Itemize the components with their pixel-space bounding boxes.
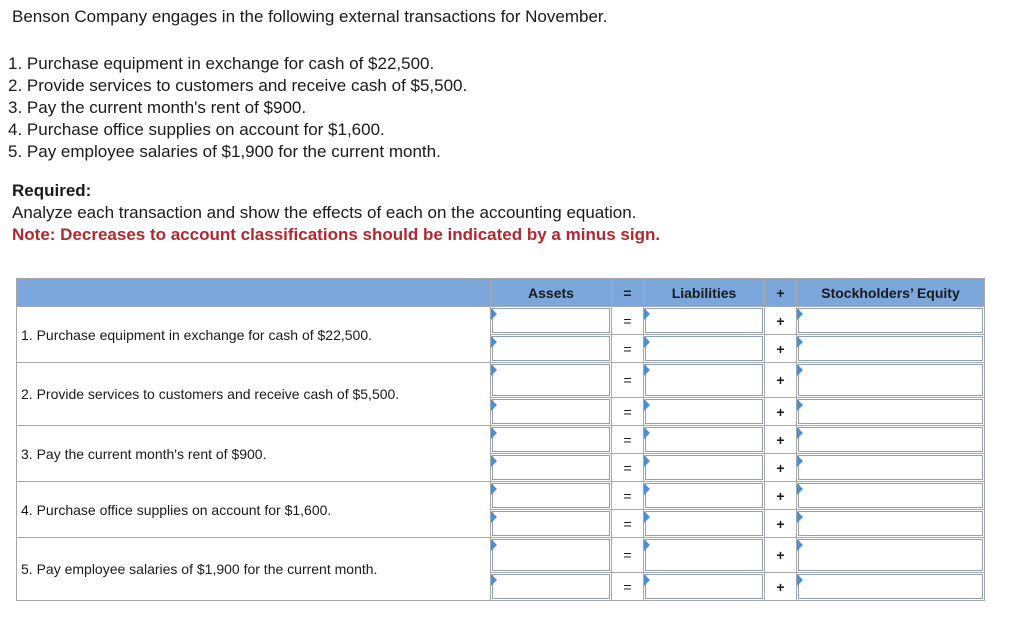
cell-flag-icon bbox=[797, 539, 803, 551]
assets-input-field[interactable] bbox=[492, 427, 610, 452]
table-row bbox=[17, 538, 985, 573]
cell-flag-icon bbox=[491, 539, 497, 551]
assets-input-field[interactable] bbox=[492, 308, 610, 333]
stockholders-equity-input-field[interactable] bbox=[798, 511, 983, 536]
liabilities-input-field[interactable] bbox=[645, 539, 763, 571]
transaction-description: 3. Pay the current month's rent of $900. bbox=[17, 426, 491, 482]
transaction-item: 4. Purchase office supplies on account for $1,600. bbox=[8, 120, 385, 139]
stockholders-equity-input-field[interactable] bbox=[798, 539, 983, 571]
liabilities-input[interactable] bbox=[644, 454, 765, 482]
plus-sign: + bbox=[765, 335, 797, 363]
transaction-item: 5. Pay employee salaries of $1,900 for the current month. bbox=[8, 142, 441, 161]
plus-sign: + bbox=[765, 307, 797, 335]
liabilities-input[interactable] bbox=[644, 573, 765, 601]
stockholders-equity-input-field[interactable] bbox=[798, 364, 983, 396]
stockholders-equity-input[interactable] bbox=[797, 510, 985, 538]
cell-flag-icon bbox=[797, 308, 803, 320]
equals-sign: = bbox=[612, 538, 644, 573]
table-row bbox=[17, 426, 985, 454]
liabilities-input-field[interactable] bbox=[645, 483, 763, 508]
stockholders-equity-input-field[interactable] bbox=[798, 455, 983, 480]
liabilities-input[interactable] bbox=[644, 538, 765, 573]
assets-input[interactable] bbox=[491, 538, 612, 573]
cell-flag-icon bbox=[797, 364, 803, 376]
liabilities-input-field[interactable] bbox=[645, 427, 763, 452]
header-plus: + bbox=[765, 279, 797, 307]
plus-sign: + bbox=[765, 398, 797, 426]
liabilities-input-field[interactable] bbox=[645, 511, 763, 536]
liabilities-input-field[interactable] bbox=[645, 364, 763, 396]
cell-flag-icon bbox=[491, 308, 497, 320]
equals-sign: = bbox=[612, 482, 644, 510]
table-header-row bbox=[17, 279, 985, 307]
equals-sign: = bbox=[612, 426, 644, 454]
transaction-description: 2. Provide services to customers and receive cash of $5,500. bbox=[17, 363, 491, 426]
equals-sign: = bbox=[612, 398, 644, 426]
liabilities-input[interactable] bbox=[644, 426, 765, 454]
equals-sign: = bbox=[612, 510, 644, 538]
cell-flag-icon bbox=[644, 574, 650, 586]
stockholders-equity-input[interactable] bbox=[797, 335, 985, 363]
cell-flag-icon bbox=[491, 574, 497, 586]
stockholders-equity-input[interactable] bbox=[797, 363, 985, 398]
assets-input[interactable] bbox=[491, 398, 612, 426]
stockholders-equity-input-field[interactable] bbox=[798, 336, 983, 361]
assets-input[interactable] bbox=[491, 454, 612, 482]
cell-flag-icon bbox=[797, 399, 803, 411]
stockholders-equity-input-field[interactable] bbox=[798, 399, 983, 424]
stockholders-equity-input-field[interactable] bbox=[798, 483, 983, 508]
liabilities-input-field[interactable] bbox=[645, 455, 763, 480]
equals-sign: = bbox=[612, 573, 644, 601]
cell-flag-icon bbox=[797, 427, 803, 439]
cell-flag-icon bbox=[644, 427, 650, 439]
table-row bbox=[17, 363, 985, 398]
transaction-description: 4. Purchase office supplies on account for $1,600. bbox=[17, 482, 491, 538]
liabilities-input[interactable] bbox=[644, 398, 765, 426]
cell-flag-icon bbox=[491, 364, 497, 376]
liabilities-input-field[interactable] bbox=[645, 574, 763, 599]
liabilities-input[interactable] bbox=[644, 307, 765, 335]
liabilities-input[interactable] bbox=[644, 510, 765, 538]
cell-flag-icon bbox=[491, 455, 497, 467]
header-assets: Assets bbox=[491, 279, 612, 307]
liabilities-input[interactable] bbox=[644, 335, 765, 363]
transaction-item: 1. Purchase equipment in exchange for cash of $22,500. bbox=[8, 54, 435, 73]
stockholders-equity-input[interactable] bbox=[797, 454, 985, 482]
cell-flag-icon bbox=[491, 336, 497, 348]
stockholders-equity-input[interactable] bbox=[797, 482, 985, 510]
assets-input[interactable] bbox=[491, 573, 612, 601]
liabilities-input-field[interactable] bbox=[645, 336, 763, 361]
liabilities-input[interactable] bbox=[644, 363, 765, 398]
assets-input-field[interactable] bbox=[492, 539, 610, 571]
plus-sign: + bbox=[765, 426, 797, 454]
assets-input[interactable] bbox=[491, 307, 612, 335]
cell-flag-icon bbox=[797, 511, 803, 523]
cell-flag-icon bbox=[644, 511, 650, 523]
cell-flag-icon bbox=[644, 539, 650, 551]
cell-flag-icon bbox=[797, 455, 803, 467]
equals-sign: = bbox=[612, 454, 644, 482]
assets-input[interactable] bbox=[491, 363, 612, 398]
required-note: Note: Decreases to account classifications should be indicated by a minus sign. bbox=[12, 225, 661, 244]
stockholders-equity-input[interactable] bbox=[797, 573, 985, 601]
header-description bbox=[17, 279, 491, 307]
assets-input-field[interactable] bbox=[492, 364, 610, 396]
table-row bbox=[17, 482, 985, 510]
stockholders-equity-input[interactable] bbox=[797, 426, 985, 454]
problem-intro: Benson Company engages in the following external transactions for November. bbox=[12, 7, 608, 26]
cell-flag-icon bbox=[797, 483, 803, 495]
cell-flag-icon bbox=[491, 399, 497, 411]
transaction-item: 2. Provide services to customers and receive cash of $5,500. bbox=[8, 76, 468, 95]
plus-sign: + bbox=[765, 538, 797, 573]
header-liabilities: Liabilities bbox=[644, 279, 765, 307]
cell-flag-icon bbox=[644, 399, 650, 411]
assets-input-field[interactable] bbox=[492, 511, 610, 536]
assets-input[interactable] bbox=[491, 426, 612, 454]
assets-input-field[interactable] bbox=[492, 399, 610, 424]
liabilities-input[interactable] bbox=[644, 482, 765, 510]
cell-flag-icon bbox=[644, 455, 650, 467]
accounting-equation-table bbox=[16, 278, 985, 601]
equals-sign: = bbox=[612, 335, 644, 363]
assets-input[interactable] bbox=[491, 482, 612, 510]
header-equals: = bbox=[612, 279, 644, 307]
transaction-item: 3. Pay the current month's rent of $900. bbox=[8, 98, 307, 117]
equals-sign: = bbox=[612, 307, 644, 335]
plus-sign: + bbox=[765, 363, 797, 398]
assets-input-field[interactable] bbox=[492, 336, 610, 361]
assets-input-field[interactable] bbox=[492, 455, 610, 480]
assets-input-field[interactable] bbox=[492, 574, 610, 599]
stockholders-equity-input[interactable] bbox=[797, 538, 985, 573]
cell-flag-icon bbox=[644, 336, 650, 348]
plus-sign: + bbox=[765, 454, 797, 482]
table-row bbox=[17, 307, 985, 335]
required-instruction: Analyze each transaction and show the effects of each on the accounting equation. bbox=[12, 203, 637, 222]
stockholders-equity-input[interactable] bbox=[797, 398, 985, 426]
cell-flag-icon bbox=[644, 483, 650, 495]
cell-flag-icon bbox=[491, 483, 497, 495]
assets-input[interactable] bbox=[491, 510, 612, 538]
transaction-description: 1. Purchase equipment in exchange for cash of $22,500. bbox=[17, 307, 491, 363]
cell-flag-icon bbox=[644, 364, 650, 376]
plus-sign: + bbox=[765, 482, 797, 510]
assets-input[interactable] bbox=[491, 335, 612, 363]
cell-flag-icon bbox=[491, 427, 497, 439]
stockholders-equity-input[interactable] bbox=[797, 307, 985, 335]
transaction-list bbox=[8, 53, 467, 163]
transaction-description: 5. Pay employee salaries of $1,900 for the current month. bbox=[17, 538, 491, 601]
assets-input-field[interactable] bbox=[492, 483, 610, 508]
plus-sign: + bbox=[765, 510, 797, 538]
equals-sign: = bbox=[612, 363, 644, 398]
liabilities-input-field[interactable] bbox=[645, 308, 763, 333]
liabilities-input-field[interactable] bbox=[645, 399, 763, 424]
stockholders-equity-input-field[interactable] bbox=[798, 427, 983, 452]
stockholders-equity-input-field[interactable] bbox=[798, 308, 983, 333]
cell-flag-icon bbox=[797, 336, 803, 348]
plus-sign: + bbox=[765, 573, 797, 601]
cell-flag-icon bbox=[797, 574, 803, 586]
header-stockholders-equity: Stockholders’ Equity bbox=[797, 279, 985, 307]
cell-flag-icon bbox=[644, 308, 650, 320]
cell-flag-icon bbox=[491, 511, 497, 523]
stockholders-equity-input-field[interactable] bbox=[798, 574, 983, 599]
required-heading: Required: bbox=[12, 181, 92, 200]
